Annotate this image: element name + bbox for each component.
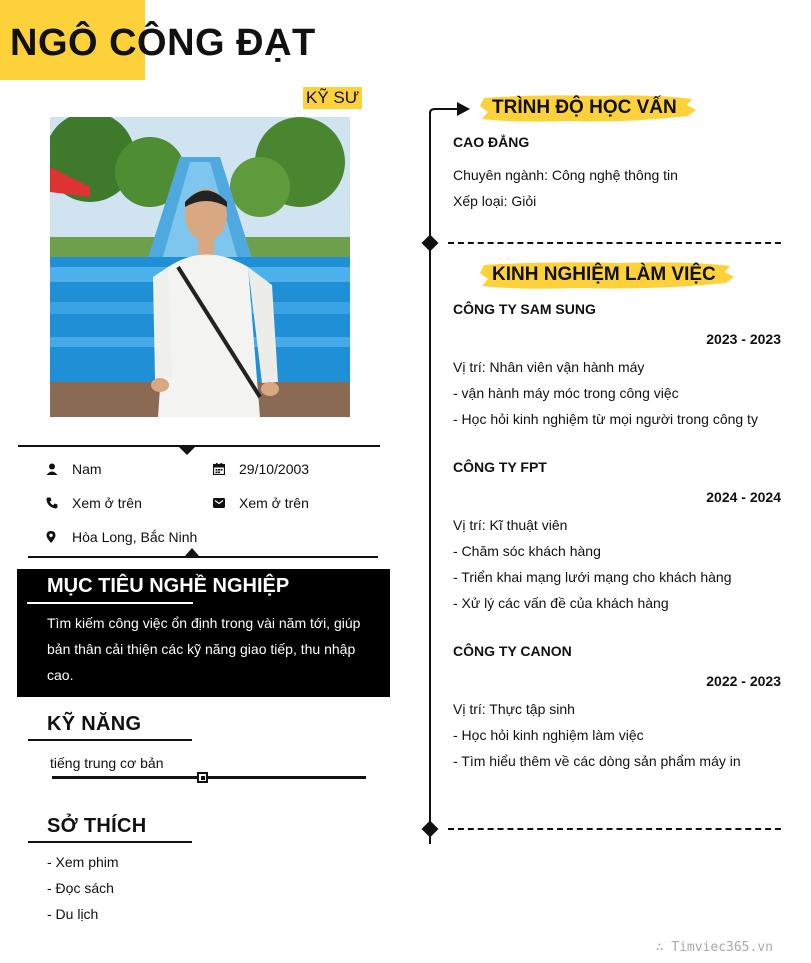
gender-value: Nam — [72, 461, 102, 477]
candidate-name: NGÔ CÔNG ĐẠT — [10, 22, 316, 64]
map-pin-icon — [46, 531, 72, 543]
career-goal-title: MỤC TIÊU NGHỀ NGHIỆP — [47, 575, 290, 597]
gender-row — [46, 461, 102, 477]
birthday-value: 29/10/2003 — [239, 461, 310, 477]
education-grade: Xếp loại: Giỏi — [453, 193, 537, 209]
job-company: CÔNG TY CANON — [453, 643, 572, 659]
job-company: CÔNG TY SAM SUNG — [453, 301, 596, 317]
job-years: 2024 - 2024 — [706, 489, 781, 505]
phone-icon — [46, 497, 72, 509]
job-details — [453, 696, 741, 774]
education-title: TRÌNH ĐỘ HỌC VẤN — [492, 97, 677, 118]
list-item: - Học hỏi kinh nghiệm từ mọi người trong công ty — [453, 411, 758, 427]
user-icon — [46, 463, 72, 475]
education-school: CAO ĐẲNG — [453, 134, 530, 150]
career-goal-line: bản thân cải thiện các kỹ năng giao tiếp, thu nhập — [47, 641, 356, 657]
timeline-diamond — [422, 235, 439, 252]
email-icon — [213, 497, 239, 509]
job-details — [453, 354, 758, 432]
info-bottom-divider — [28, 556, 378, 558]
section-dashed-divider — [448, 242, 781, 244]
job-role-badge: KỸ SƯ — [303, 87, 362, 109]
job-years: 2022 - 2023 — [706, 673, 781, 689]
career-goal-text — [47, 610, 377, 688]
job-years: 2023 - 2023 — [706, 331, 781, 347]
experience-title: KINH NGHIỆM LÀM VIỆC — [492, 264, 716, 285]
job-details — [453, 512, 731, 616]
list-item: Vị trí: Kĩ thuật viên — [453, 517, 568, 533]
career-goal-underline — [27, 602, 193, 604]
list-item: - Triển khai mạng lưới mạng cho khách hàng — [453, 569, 732, 585]
timeline-diamond — [422, 821, 439, 838]
email-value: Xem ở trên — [239, 495, 309, 511]
list-item: - Chăm sóc khách hàng — [453, 543, 601, 559]
skills-underline — [28, 739, 192, 741]
list-item: - Du lịch — [47, 906, 99, 922]
list-item: Vị trí: Thực tập sinh — [453, 701, 575, 717]
info-top-divider — [18, 445, 380, 447]
timeline-line — [429, 112, 431, 844]
address-row — [46, 529, 197, 545]
hobbies-list — [47, 849, 119, 927]
divider-arrow-down — [179, 447, 195, 455]
skill-level-marker — [197, 772, 208, 783]
education-major: Chuyên ngành: Công nghệ thông tin — [453, 167, 678, 183]
address-value: Hòa Long, Bắc Ninh — [72, 529, 198, 545]
site-watermark: ∴ Timviec365.vn — [655, 940, 773, 955]
list-item: - Xem phim — [47, 854, 119, 870]
experience-heading — [478, 260, 736, 290]
skill-level-track — [52, 776, 366, 779]
list-item: - Xử lý các vấn đề của khách hàng — [453, 595, 669, 611]
skill-name: tiếng trung cơ bản — [50, 755, 164, 771]
hobbies-title: SỞ THÍCH — [47, 815, 147, 837]
education-heading — [478, 93, 698, 123]
list-item: - Đọc sách — [47, 880, 114, 896]
phone-row — [46, 495, 142, 511]
divider-arrow-up — [185, 548, 199, 556]
education-details — [453, 162, 678, 214]
profile-photo — [50, 117, 350, 417]
list-item: - Học hỏi kinh nghiệm làm việc — [453, 727, 644, 743]
career-goal-line: cao. — [47, 667, 74, 683]
skills-title: KỸ NĂNG — [47, 713, 142, 735]
list-item: - Tìm hiểu thêm về các dòng sản phẩm máy in — [453, 753, 741, 769]
section-dashed-divider — [448, 828, 781, 830]
list-item: - vận hành máy móc trong công việc — [453, 385, 679, 401]
email-row — [213, 495, 309, 511]
job-company: CÔNG TY FPT — [453, 459, 547, 475]
career-goal-line: Tìm kiếm công việc ổn định trong vài năm tới, giúp — [47, 615, 361, 631]
phone-value: Xem ở trên — [72, 495, 142, 511]
timeline-arrow-icon — [427, 99, 472, 123]
birthday-row — [213, 461, 309, 477]
hobbies-underline — [28, 841, 192, 843]
list-item: Vị trí: Nhân viên vận hành máy — [453, 359, 645, 375]
calendar-icon — [213, 463, 239, 475]
